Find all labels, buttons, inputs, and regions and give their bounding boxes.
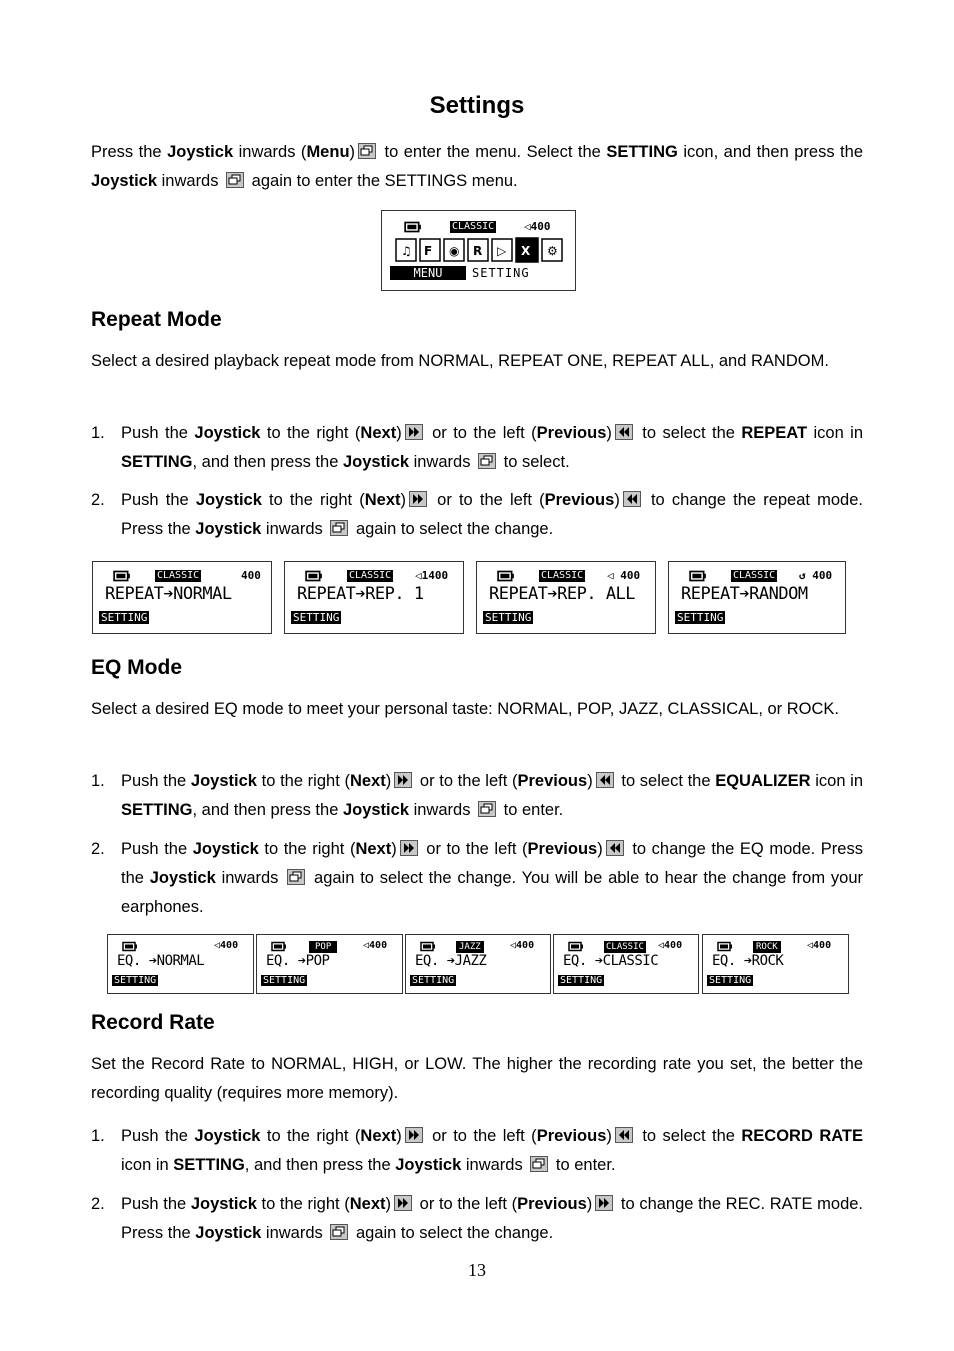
repeat-value: REPEAT➔REP. 1	[297, 584, 424, 604]
intro-paragraph: Press the Joystick inwards (Menu) to enter the menu. Select the SETTING icon, and then press the Joystick inwards again to enter the SETTINGS menu.	[91, 143, 863, 190]
battery-icon	[122, 941, 138, 952]
repeat-step-2: 2. Push the Joystick to the right (Next) or to the left (Previous) to change the repeat mode. Press the Joystick inwards again to select the change.	[91, 491, 863, 538]
menu-icon-row	[394, 237, 566, 263]
next-icon	[405, 1127, 423, 1143]
next-icon	[409, 491, 427, 507]
repeat-screen-rep1	[284, 561, 464, 634]
svg-text:X: X	[521, 244, 531, 258]
previous-icon	[615, 1127, 633, 1143]
volume-indicator: ◁400	[510, 940, 535, 951]
eq-value: EQ. ➔POP	[266, 953, 330, 969]
next-icon	[595, 1195, 613, 1211]
setting-bar: SETTING	[677, 611, 724, 624]
battery-icon	[568, 941, 584, 952]
next-icon	[394, 1195, 412, 1211]
eq-badge: ROCK	[753, 941, 781, 953]
svg-text:⚙: ⚙	[547, 244, 558, 258]
eq-value: EQ. ➔ROCK	[712, 953, 784, 969]
svg-text:◉: ◉	[449, 244, 460, 258]
battery-icon	[420, 941, 436, 952]
repeat-value: REPEAT➔REP. ALL	[489, 584, 636, 604]
setting-label: SETTING	[472, 266, 530, 280]
volume-indicator: ◁400	[214, 940, 239, 951]
eq-badge: CLASSIC	[349, 570, 392, 581]
next-icon	[394, 772, 412, 788]
previous-icon	[596, 772, 614, 788]
menu-screen-image	[381, 210, 576, 291]
eq-badge: CLASSIC	[157, 570, 200, 581]
repeat-screen-normal	[92, 561, 272, 634]
battery-icon	[305, 570, 323, 582]
eq-value: EQ. ➔NORMAL	[117, 953, 205, 969]
menu-icon	[287, 869, 305, 885]
eq-mode-heading: EQ Mode	[91, 656, 183, 679]
repeat-screen-all	[476, 561, 656, 634]
svg-text:▷: ▷	[497, 244, 507, 258]
repeat-screen-random	[668, 561, 846, 634]
setting-bar: SETTING	[560, 975, 603, 986]
battery-icon	[271, 941, 287, 952]
volume-indicator: ◁ 400	[607, 569, 641, 582]
repeat-value: REPEAT➔NORMAL	[105, 584, 232, 604]
menu-icon	[478, 453, 496, 469]
repeat-step-1: 1. Push the Joystick to the right (Next) or to the left (Previous) to select the REPEAT icon in SETTING, and then press the Joystick inwards to select.	[91, 424, 864, 471]
battery-icon	[497, 570, 515, 582]
menu-icon	[530, 1156, 548, 1172]
menu-icon	[478, 801, 496, 817]
menu-icon	[226, 172, 244, 188]
volume-indicator: ◁400	[658, 940, 683, 951]
battery-icon	[689, 570, 707, 582]
repeat-mode-heading: Repeat Mode	[91, 308, 222, 331]
next-icon	[400, 840, 418, 856]
page-title: Settings	[429, 92, 525, 119]
eq-badge: CLASSIC	[452, 221, 495, 232]
volume-indicator: ◁1400	[415, 569, 449, 582]
setting-bar: SETTING	[485, 611, 532, 624]
eq-value: EQ. ➔JAZZ	[415, 953, 487, 969]
eq-badge: POP	[309, 941, 337, 953]
battery-icon	[113, 570, 131, 582]
eq-screen-jazz	[405, 934, 551, 994]
eq-description: Select a desired EQ mode to meet your personal taste: NORMAL, POP, JAZZ, CLASSICAL, or ROCK.	[91, 700, 839, 718]
previous-icon	[606, 840, 624, 856]
volume-indicator: ◁400	[363, 940, 388, 951]
svg-text:F: F	[424, 244, 433, 258]
eq-screen-pop	[256, 934, 403, 994]
setting-bar: SETTING	[709, 975, 752, 986]
eq-screen-normal	[107, 934, 254, 994]
eq-value: EQ. ➔CLASSIC	[563, 953, 659, 969]
menu-label: MENU	[390, 266, 466, 280]
eq-badge: CLASSIC	[541, 570, 584, 581]
battery-icon	[404, 221, 422, 233]
page-number: 13	[468, 1260, 486, 1280]
volume-indicator: ◁400	[807, 940, 832, 951]
eq-screen-rock	[702, 934, 849, 994]
eq-screen-classic	[553, 934, 699, 994]
volume-indicator: 400	[241, 569, 261, 582]
eq-step-1: 1. Push the Joystick to the right (Next) or to the left (Previous) to select the EQUALIZER icon in SETTING, and then press the Joystick inwards to enter.	[91, 772, 864, 819]
previous-icon	[615, 424, 633, 440]
volume-indicator: ◁400	[524, 220, 551, 233]
repeat-value: REPEAT➔RANDOM	[681, 584, 808, 604]
repeat-description: Select a desired playback repeat mode from NORMAL, REPEAT ONE, REPEAT ALL, and RANDOM.	[91, 352, 829, 370]
record-step-2: 2. Push the Joystick to the right (Next) or to the left (Previous) to change the REC. RATE mode. Press the Joystick inwards again to select the change.	[91, 1195, 864, 1242]
setting-bar: SETTING	[412, 975, 455, 986]
menu-icon	[330, 1224, 348, 1240]
setting-bar: SETTING	[101, 611, 148, 624]
record-rate-heading: Record Rate	[91, 1011, 215, 1034]
setting-bar: SETTING	[293, 611, 340, 624]
eq-badge: CLASSIC	[606, 942, 644, 952]
volume-indicator: ↺ 400	[799, 569, 833, 582]
eq-step-2: 2. Push the Joystick to the right (Next) or to the left (Previous) to change the EQ mode. Press the Joystick inwards again to select the change. You will be able to hear the change from your earphones.	[91, 840, 863, 916]
menu-icon	[358, 143, 376, 159]
battery-icon	[717, 941, 733, 952]
record-step-1: 1. Push the Joystick to the right (Next) or to the left (Previous) to select the RECORD RATE icon in SETTING, and then press the Joystick inwards to enter.	[91, 1127, 864, 1174]
svg-text:♫: ♫	[401, 244, 412, 258]
menu-icon	[330, 520, 348, 536]
previous-icon	[623, 491, 641, 507]
eq-badge: CLASSIC	[733, 570, 776, 581]
record-description: Set the Record Rate to NORMAL, HIGH, or LOW. The higher the recording rate you set, the better the recording quality (requires more memory).	[91, 1055, 863, 1102]
eq-badge: JAZZ	[456, 941, 484, 953]
next-icon	[405, 424, 423, 440]
svg-text:R: R	[473, 244, 483, 258]
setting-bar: SETTING	[263, 975, 306, 986]
setting-bar: SETTING	[114, 975, 157, 986]
